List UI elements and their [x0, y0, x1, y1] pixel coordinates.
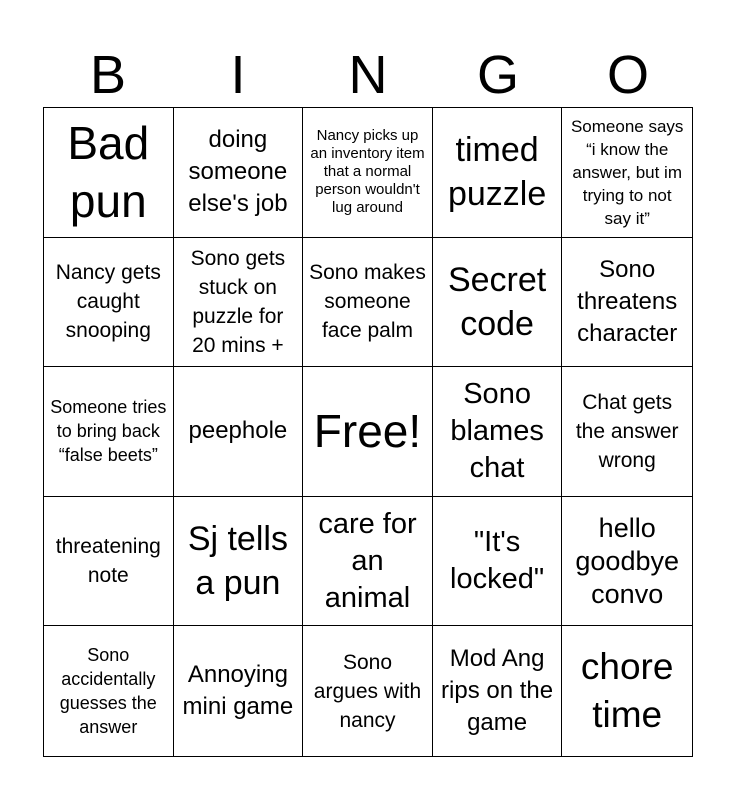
cell-text: "It's locked" — [450, 526, 545, 596]
bingo-cell[interactable] — [174, 626, 304, 756]
cell-text: Someone says “i know the answer, but im trying to not say it” — [570, 116, 684, 228]
cell-text: hello goodbye convo — [575, 512, 679, 609]
header-letter-b: B — [89, 45, 127, 105]
bingo-board — [43, 107, 693, 757]
cell-text: Bad pun — [67, 117, 150, 228]
bingo-cell[interactable] — [562, 367, 692, 497]
bingo-cell[interactable] — [44, 108, 174, 238]
cell-text: peephole — [188, 417, 288, 445]
bingo-cell-free[interactable] — [303, 367, 433, 497]
cell-text: Sono makes someone face palm — [309, 261, 426, 343]
header-letter-n: N — [348, 45, 388, 105]
cell-text: Sono gets stuck on puzzle for 20 mins + — [190, 246, 286, 357]
bingo-cell[interactable] — [433, 108, 563, 238]
header-letter-o: O — [606, 45, 649, 105]
bingo-cell[interactable] — [303, 108, 433, 238]
cell-text: Sono argues with nancy — [313, 650, 422, 732]
cell-text: Sono blames chat — [450, 377, 544, 484]
bingo-cell[interactable] — [44, 626, 174, 756]
cell-text: Someone tries to bring back “false beets” — [50, 397, 167, 466]
cell-text: Secret code — [447, 260, 547, 343]
cell-text: Annoying mini game — [182, 661, 294, 721]
bingo-cell[interactable] — [44, 238, 174, 368]
bingo-cell[interactable] — [562, 497, 692, 627]
header-letter-i: I — [230, 45, 246, 105]
bingo-cell[interactable] — [303, 626, 433, 756]
bingo-cell[interactable] — [44, 367, 174, 497]
bingo-cell[interactable] — [303, 497, 433, 627]
cell-text: Nancy picks up an inventory item that a normal person wouldn't lug around — [310, 127, 425, 217]
cell-text: Nancy gets caught snooping — [55, 261, 161, 343]
bingo-cell[interactable] — [174, 367, 304, 497]
bingo-cell[interactable] — [174, 108, 304, 238]
bingo-cell[interactable] — [562, 108, 692, 238]
cell-text: doing someone else's job — [188, 126, 288, 218]
cell-text: Sono accidentally guesses the answer — [59, 645, 157, 738]
cell-text: timed puzzle — [447, 131, 547, 214]
cell-text: threatening note — [55, 535, 161, 588]
cell-text: Sono threatens character — [577, 255, 678, 347]
bingo-cell[interactable] — [433, 497, 563, 627]
bingo-cell[interactable] — [562, 238, 692, 368]
cell-text: Chat gets the answer wrong — [575, 390, 679, 472]
bingo-cell[interactable] — [562, 626, 692, 756]
bingo-cell[interactable] — [433, 626, 563, 756]
header-letter-g: G — [476, 45, 519, 105]
cell-text: Free! — [313, 405, 422, 458]
bingo-cell[interactable] — [174, 497, 304, 627]
bingo-cell[interactable] — [433, 238, 563, 368]
bingo-cell[interactable] — [303, 238, 433, 368]
bingo-cell[interactable] — [174, 238, 304, 368]
bingo-cell[interactable] — [44, 497, 174, 627]
cell-text: Mod Ang rips on the game — [441, 645, 554, 737]
cell-text: Sj tells a pun — [187, 520, 288, 603]
bingo-cell[interactable] — [433, 367, 563, 497]
cell-text: chore time — [580, 646, 674, 736]
bingo-header — [43, 44, 693, 106]
cell-text: care for an animal — [318, 507, 417, 614]
